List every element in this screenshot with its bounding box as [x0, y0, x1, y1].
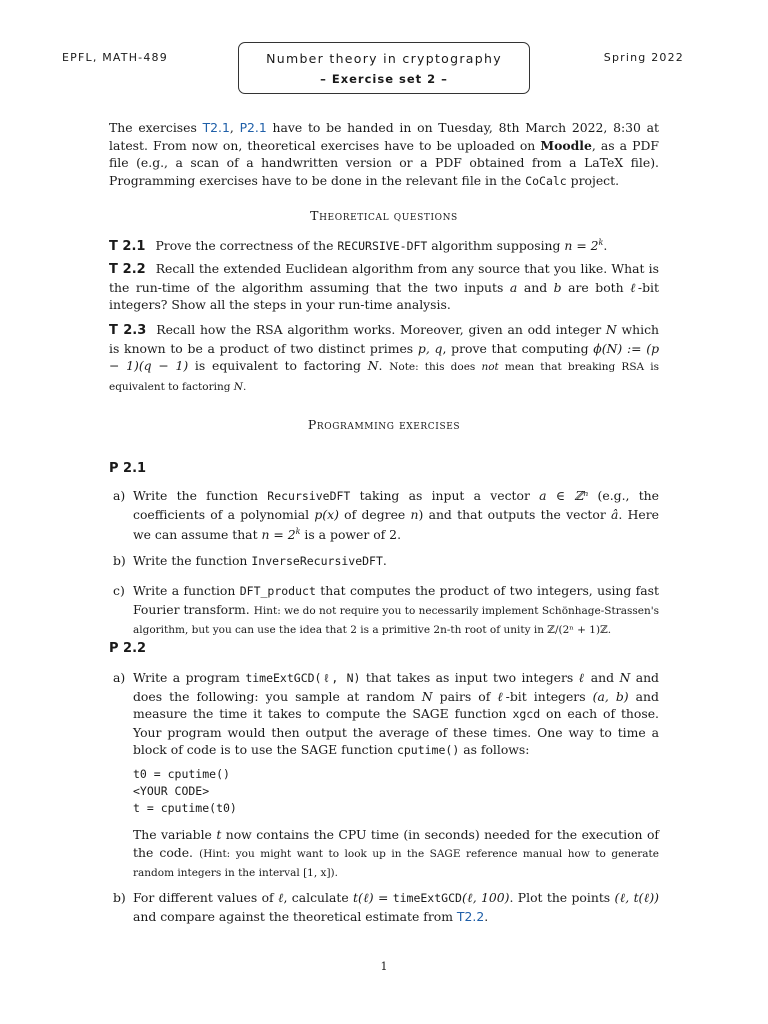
code-line: <YOUR CODE>: [133, 784, 210, 798]
code-xgcd: xgcd: [512, 707, 541, 721]
exercise-p22-a: a) Write a program timeExtGCD(ℓ, N) that takes as input two integers ℓ and N and does the following: you sample at random N pairs of ℓ-bit integers (a, b) and measure the time it takes to compute the SAGE function xgcd on each of those. Your program would then output the average of these times. One way to time a block of code is to use the SAGE function cputime() as follows:: [113, 670, 659, 757]
code-inverserecursivedft: InverseRecursiveDFT: [251, 554, 383, 568]
section-heading-theory: Theoretical questions: [310, 208, 458, 223]
exercise-t21: T 2.1 Prove the correctness of the RECURSIVE-DFT algorithm supposing $n = 2^k$.: [109, 238, 608, 255]
exercise-p21-c: c) Write a function DFT_product that computes the product of two integers, using fast Fourier transform. Hint: we do not require you to necessarily implement Schönhage-Strassen's algorithm, but you can use the idea that 2 is a primitive 2n-th root of unity in ℤ/(2ⁿ + 1)ℤ.: [113, 583, 659, 636]
link-t21[interactable]: T2.1: [202, 120, 230, 135]
exercise-t22: T 2.2 Recall the extended Euclidean algorithm from any source that you like. What is the run-time of the algorithm assuming that the two inputs a and b are both ℓ-bit integers? Show all the steps in your run-time analysis.: [109, 261, 659, 312]
code-timeextgcd: timeExtGCD(ℓ, N): [245, 671, 361, 685]
link-t22[interactable]: T2.2: [456, 908, 485, 924]
exercise-p22-a-followup: The variable t now contains the CPU time (in seconds) needed for the execution of the code. (Hint: you might want to look up in the SAGE reference manual how to generate random integers in the interval [1, x]).: [133, 827, 659, 879]
exercise-p22-label: P 2.2: [109, 641, 147, 656]
cocalc-text: CoCalc: [525, 173, 567, 188]
code-recursivedft: RecursiveDFT: [267, 489, 351, 503]
exercise-t23: T 2.3 Recall how the RSA algorithm works. Moreover, given an odd integer N which is known to be a product of two distinct primes p, q, prove that computing ϕ(N) := (p − 1)(q − 1) is equivalent to factoring N. Note: this does not mean that breaking RSA is equivalent to factoring N.: [109, 322, 660, 393]
intro-paragraph: The exercises T2.1, P2.1 have to be handed in on Tuesday, 8th March 2022, 8:30 at latest. From now on, theoretical exercises have to be uploaded on Moodle, as a PDF file (e.g., a scan of a handwritten version or a PDF obtained from a LaTeX file). Programming exercises have to be done in the relevant file in the CoCalc project.: [109, 120, 660, 188]
exercise-label: T 2.2: [109, 262, 146, 277]
code-timeextgcd-call: timeExtGCD: [392, 891, 462, 905]
exercise-p21-a: a) Write the function RecursiveDFT taking as input a vector a ∈ ℤⁿ (e.g., the coefficients of a polynomial p(x) of degree n) and that outputs the vector â. Here we can assume that $n = 2^k$ is a power of 2.: [113, 488, 659, 543]
code-line: t0 = cputime(): [133, 767, 230, 781]
exercise-p21-label: P 2.1: [109, 461, 147, 476]
code-recursive-dft: RECURSIVE-DFT: [337, 239, 428, 254]
page-number: 1: [380, 960, 388, 973]
note-text: Note: this does not mean that breaking RSA is equivalent to factoring N.: [109, 361, 659, 393]
link-p21[interactable]: P2.1: [239, 120, 267, 135]
course-code: EPFL, MATH-489: [62, 51, 168, 64]
exercise-p21-b: b) Write the function InverseRecursiveDFT.: [113, 553, 387, 568]
exercise-p22-b: b) For different values of ℓ, calculate t(ℓ) = timeExtGCD(ℓ, 100). Plot the points (ℓ, t(ℓ)) and compare against the theoretical estimate from T2.2.: [113, 890, 660, 924]
hint-text: (Hint: you might want to look up in the SAGE reference manual how to generate random integers in the interval [1, x]).: [133, 847, 659, 879]
semester: Spring 2022: [603, 51, 684, 64]
code-block: [133, 766, 237, 817]
document-subtitle: – Exercise set 2 –: [320, 72, 448, 86]
exercise-label: T 2.1: [109, 239, 146, 255]
document-title: Number theory in cryptography: [266, 51, 502, 66]
exercise-label: T 2.3: [109, 323, 147, 338]
moodle-text: Moodle: [540, 137, 592, 153]
section-heading-programming: Programming exercises: [307, 417, 461, 432]
hint-text: Hint: we do not require you to necessarily implement Schönhage-Strassen's algorithm, but you can use the idea that 2 is a primitive 2n-th root of unity in ℤ/(2ⁿ + 1)ℤ.: [133, 604, 659, 636]
title-box: [238, 42, 530, 94]
code-dft-product: DFT_product: [239, 584, 316, 598]
code-cputime: cputime(): [396, 743, 460, 757]
code-line: t = cputime(t0): [133, 801, 237, 815]
